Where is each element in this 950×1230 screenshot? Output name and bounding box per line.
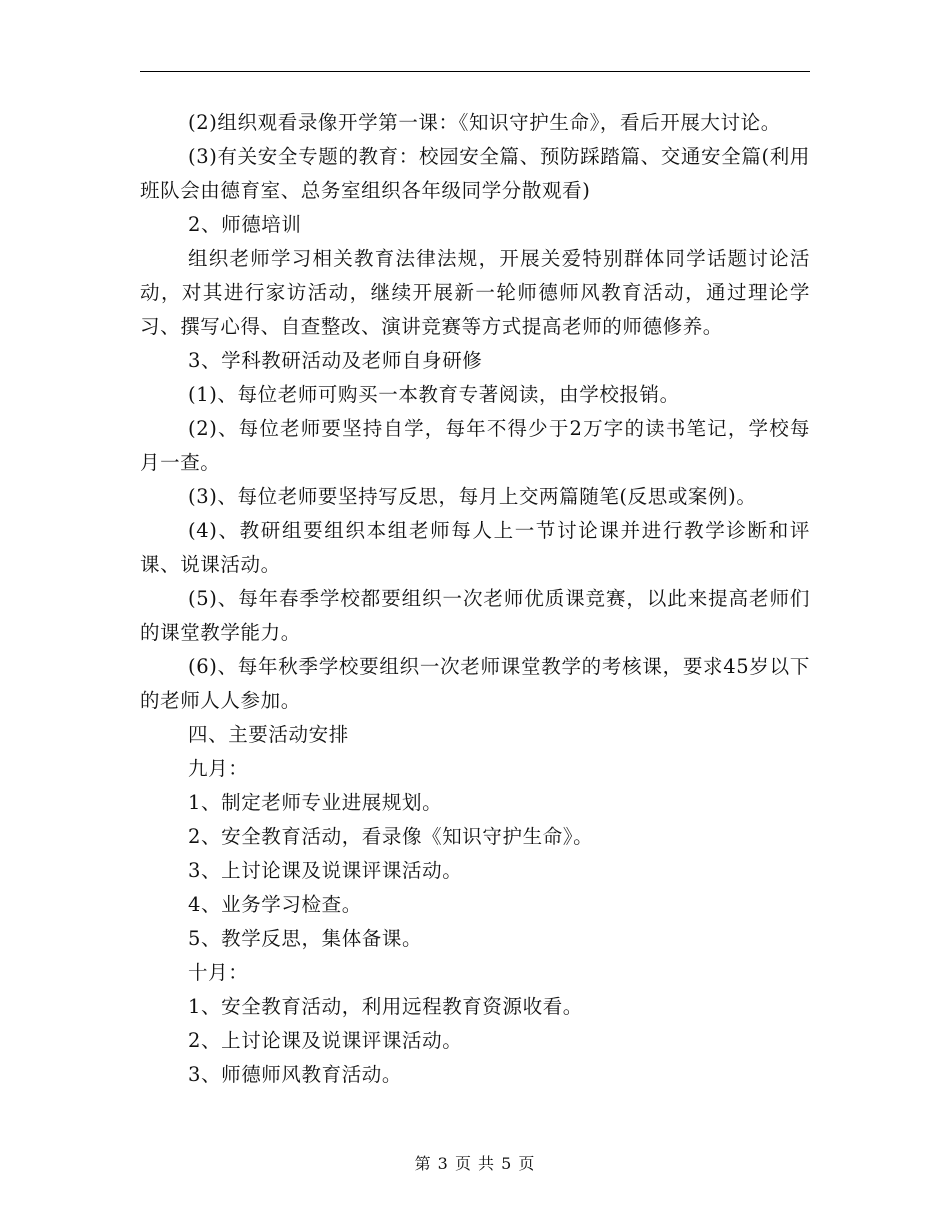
section-heading: 2、师德培训 xyxy=(188,213,302,236)
paragraph: 组织老师学习相关教育法律法规，开展关爱特别群体同学话题讨论活动，对其进行家访活动，继续开展新一轮师德师风教育活动，通过理论学习、撰写心得、自查整改、演讲竞赛等方式提高老师的师德修养。 xyxy=(140,247,810,338)
list-item: (1)、每位老师可购买一本教育专著阅读，由学校报销。 xyxy=(188,383,680,406)
document-body xyxy=(140,106,810,1092)
list-item: (5)、每年春季学校都要组织一次老师优质课竞赛，以此来提高老师们的课堂教学能力。 xyxy=(140,587,810,644)
section-heading: 3、学科教研活动及老师自身研修 xyxy=(188,349,483,372)
list-item: (2)、每位老师要坚持自学，每年不得少于2万字的读书笔记，学校每月一查。 xyxy=(140,417,810,474)
month-heading: 九月： xyxy=(188,757,249,780)
list-item: (4)、教研组要组织本组老师每人上一节讨论课并进行教学诊断和评课、说课活动。 xyxy=(140,519,810,576)
page-number: 第 3 页 共 5 页 xyxy=(414,1154,536,1173)
list-item: 1、安全教育活动，利用远程教育资源收看。 xyxy=(188,995,583,1018)
list-item: 4、业务学习检查。 xyxy=(188,893,362,916)
list-item: 3、上讨论课及说课评课活动。 xyxy=(188,859,463,882)
list-item: 5、教学反思，集体备课。 xyxy=(188,927,423,950)
paragraph: (2)组织观看录像开学第一课：《知识守护生命》，看后开展大讨论。 xyxy=(188,111,781,134)
list-item: 1、制定老师专业进展规划。 xyxy=(188,791,443,814)
header-rule xyxy=(140,71,810,72)
list-item: 3、师德师风教育活动。 xyxy=(188,1063,403,1086)
list-item: 2、上讨论课及说课评课活动。 xyxy=(188,1029,463,1052)
section-heading: 四、主要活动安排 xyxy=(188,723,349,746)
list-item: (3)、每位老师要坚持写反思，每月上交两篇随笔(反思或案例)。 xyxy=(188,485,757,508)
list-item: 2、安全教育活动，看录像《知识守护生命》。 xyxy=(188,825,594,848)
month-heading: 十月： xyxy=(188,961,249,984)
paragraph: (3)有关安全专题的教育：校园安全篇、预防踩踏篇、交通安全篇(利用班队会由德育室、总务室组织各年级同学分散观看) xyxy=(140,145,810,202)
list-item: (6)、每年秋季学校要组织一次老师课堂教学的考核课，要求45岁以下的老师人人参加。 xyxy=(140,655,810,712)
